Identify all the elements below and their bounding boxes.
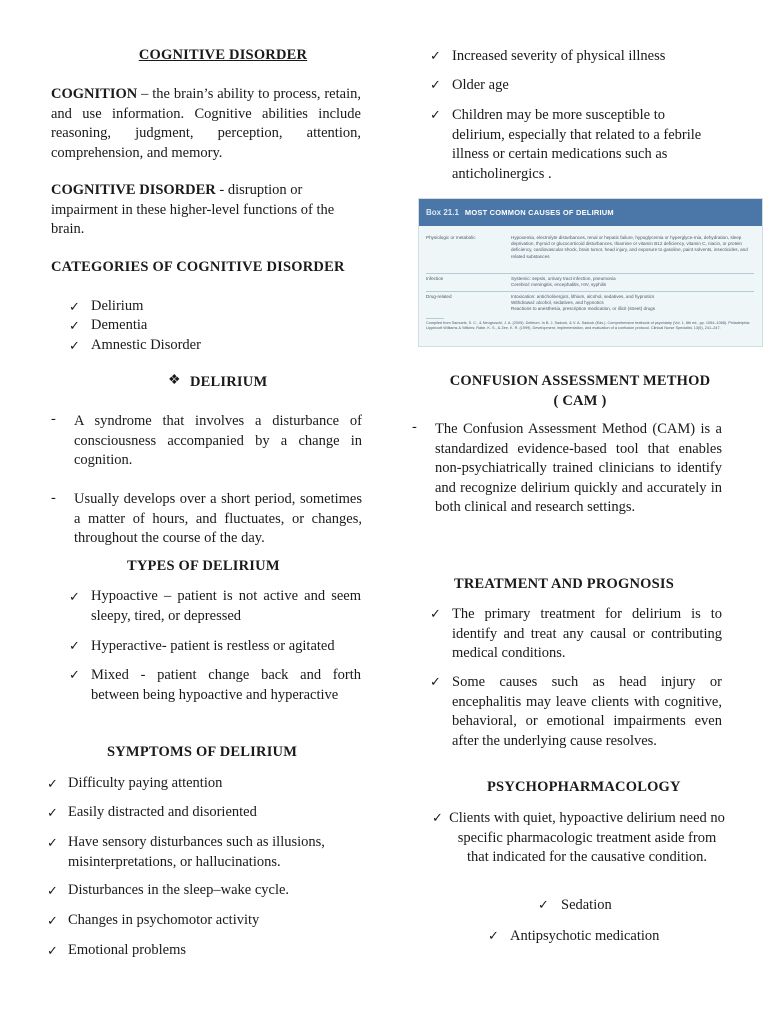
symptom-item: Changes in psychomotor activity <box>68 912 260 928</box>
cam-text: The Confusion Assessment Method (CAM) is a standardized evidence-based tool that enables non-psychiatrically trained clinicians to identify and recognize delirium quickly and accurately in both clinical and research settings. <box>435 421 722 516</box>
symptoms-heading: SYMPTOMS OF DELIRIUM <box>107 744 298 760</box>
cognition-term: COGNITION <box>51 86 138 102</box>
symptom-item: Difficulty paying attention <box>68 775 223 791</box>
box-row-text: Hypoxemia, electrolyte disturbances, renal or hepatic failure, hypoglycemia or hyperglyce-mia, dehydration, sleep deprivation, thyroid or glucocorticoid disturbances, thiamine or vitamin B12 deficiency, vitamin C, niacin, or protein deficiency, cardiovascular shock, brain tumor, head injury, and exposure to gasoline, paint solvents, insecticides, and related substances <box>511 235 748 259</box>
category-item: Delirium <box>91 298 144 314</box>
psycho-text: Clients with quiet, hypoactive delirium need no specific pharmacologic treatment aside from that indicated for the causative condition. <box>449 810 725 866</box>
box-row-label: Physiologic or metabolic <box>426 235 476 240</box>
box-header <box>419 199 762 226</box>
box-divider <box>426 291 754 292</box>
box-source: Compiled from Samuels, S. C., & Neugroschl, J. A. (2005). Delirium. In B. J. Sadock, & V. A. Sadock (Eds.), Comprehensive textbook of psychiatry (Vol. 1, 8th ed., pp. 1054–1068). Philadelphia: Lippincott Williams & Wilkins; Rabe, K. S., & Zee, K. R. (1999). Development, implementation, and evaluation of a confusion protocol. Clinical Nurse Specialist, 13(5), 241–247. <box>426 321 751 330</box>
page-title: COGNITIVE DISORDER <box>138 47 308 63</box>
causes-of-delirium-box <box>418 198 763 347</box>
delirium-heading: DELIRIUM <box>190 374 268 390</box>
box-row-label: Drug-related <box>426 294 452 299</box>
cognitive-disorder-definition <box>51 181 351 240</box>
psycho-item: Sedation <box>561 897 612 913</box>
checkmark-icon: ✓ <box>430 606 441 621</box>
risk-item: Older age <box>452 77 509 93</box>
psycho-item: Antipsychotic medication <box>510 928 660 944</box>
box-row-text: Intoxication: anticholinergics, lithium, alcohol, sedatives, and hypnotics Withdrawal: alcohol, sedatives, and hypnotics Reactions to anesthesia, prescription medication, or illicit (street) drugs <box>511 294 656 312</box>
risk-item: Children may be more susceptible to delirium, especially that related to a febrile illness or certain medications such as anticholinergics . <box>452 107 702 182</box>
checkmark-icon: ✓ <box>538 897 549 912</box>
checkmark-icon: ✓ <box>47 943 58 958</box>
box-divider <box>426 318 444 319</box>
symptom-item: Have sensory disturbances such as illusions, misinterpretations, or hallucinations. <box>68 834 325 870</box>
disorder-term: COGNITIVE DISORDER <box>51 182 216 198</box>
checkmark-icon: ✓ <box>430 107 441 122</box>
checkmark-icon: ✓ <box>47 835 58 850</box>
risk-item: Increased severity of physical illness <box>452 48 666 64</box>
checkmark-icon: ✓ <box>430 77 441 92</box>
treatment-item: Some causes such as head injury or encephalitis may leave clients with cognitive, behavioral, or emotional impairments even after the underlying cause resolves. <box>452 674 722 749</box>
delirium-point: Usually develops over a short period, sometimes a matter of hours, and fluctuates, or changes, throughout the course of the day. <box>74 491 362 547</box>
symptom-item: Disturbances in the sleep–wake cycle. <box>68 882 290 898</box>
cam-heading <box>418 371 742 411</box>
checkmark-icon: ✓ <box>432 810 443 825</box>
box-row-label: Infection <box>426 276 444 281</box>
diamond-4-icon: ❖ <box>168 373 181 388</box>
box-divider <box>426 273 754 274</box>
box-row-text: Systemic: sepsis, urinary tract infection, pneumonia Cerebral: meningitis, encephalitis, HIV, syphilis <box>511 276 616 288</box>
treatment-heading: TREATMENT AND PROGNOSIS <box>454 576 674 592</box>
checkmark-icon: ✓ <box>430 48 441 63</box>
type-item: Hypoactive – patient is not active and seem sleepy, tired, or depressed <box>91 588 361 624</box>
checkmark-icon: ✓ <box>488 928 499 943</box>
checkmark-icon: ✓ <box>47 883 58 898</box>
checkmark-icon: ✓ <box>69 667 80 682</box>
dash-bullet: - <box>51 411 56 427</box>
type-item: Hyperactive- patient is restless or agitated <box>91 638 335 654</box>
psychopharmacology-heading: PSYCHOPHARMACOLOGY <box>487 779 681 795</box>
cam-heading-line2: ( CAM ) <box>553 393 607 409</box>
checkmark-icon: ✓ <box>47 805 58 820</box>
symptom-item: Emotional problems <box>68 942 186 958</box>
type-item: Mixed - patient change back and forth between being hypoactive and hyperactive <box>91 667 361 703</box>
cognition-def-text: – the brain’s ability to process, retain, and use information. Cognitive abilities include reasoning, judgment, perception, attention, comprehension, and memory. <box>51 86 361 161</box>
checkmark-icon: ✓ <box>430 674 441 689</box>
box-number: Box 21.1 <box>426 208 459 217</box>
checkmark-icon: ✓ <box>69 318 80 333</box>
symptom-item: Easily distracted and disoriented <box>68 804 257 820</box>
category-item: Dementia <box>91 317 148 333</box>
dash-bullet: - <box>412 419 417 435</box>
box-title: MOST COMMON CAUSES OF DELIRIUM <box>464 208 614 217</box>
checkmark-icon: ✓ <box>47 913 58 928</box>
category-item: Amnestic Disorder <box>91 337 201 353</box>
dash-bullet: - <box>51 490 56 506</box>
types-heading: TYPES OF DELIRIUM <box>127 558 280 574</box>
cognition-definition <box>51 85 361 163</box>
checkmark-icon: ✓ <box>69 589 80 604</box>
disorder-def-text: - disruption or impairment in these higher-level functions of the brain. <box>51 182 335 238</box>
checkmark-icon: ✓ <box>69 338 80 353</box>
treatment-item: The primary treatment for delirium is to identify and treat any causal or contributing medical conditions. <box>452 606 722 662</box>
checkmark-icon: ✓ <box>47 776 58 791</box>
checkmark-icon: ✓ <box>69 638 80 653</box>
delirium-point: A syndrome that involves a disturbance of consciousness accompanied by a change in cognition. <box>74 413 362 469</box>
categories-heading: CATEGORIES OF COGNITIVE DISORDER <box>51 259 345 275</box>
checkmark-icon: ✓ <box>69 299 80 314</box>
cam-heading-line1: CONFUSION ASSESSMENT METHOD <box>449 373 711 389</box>
